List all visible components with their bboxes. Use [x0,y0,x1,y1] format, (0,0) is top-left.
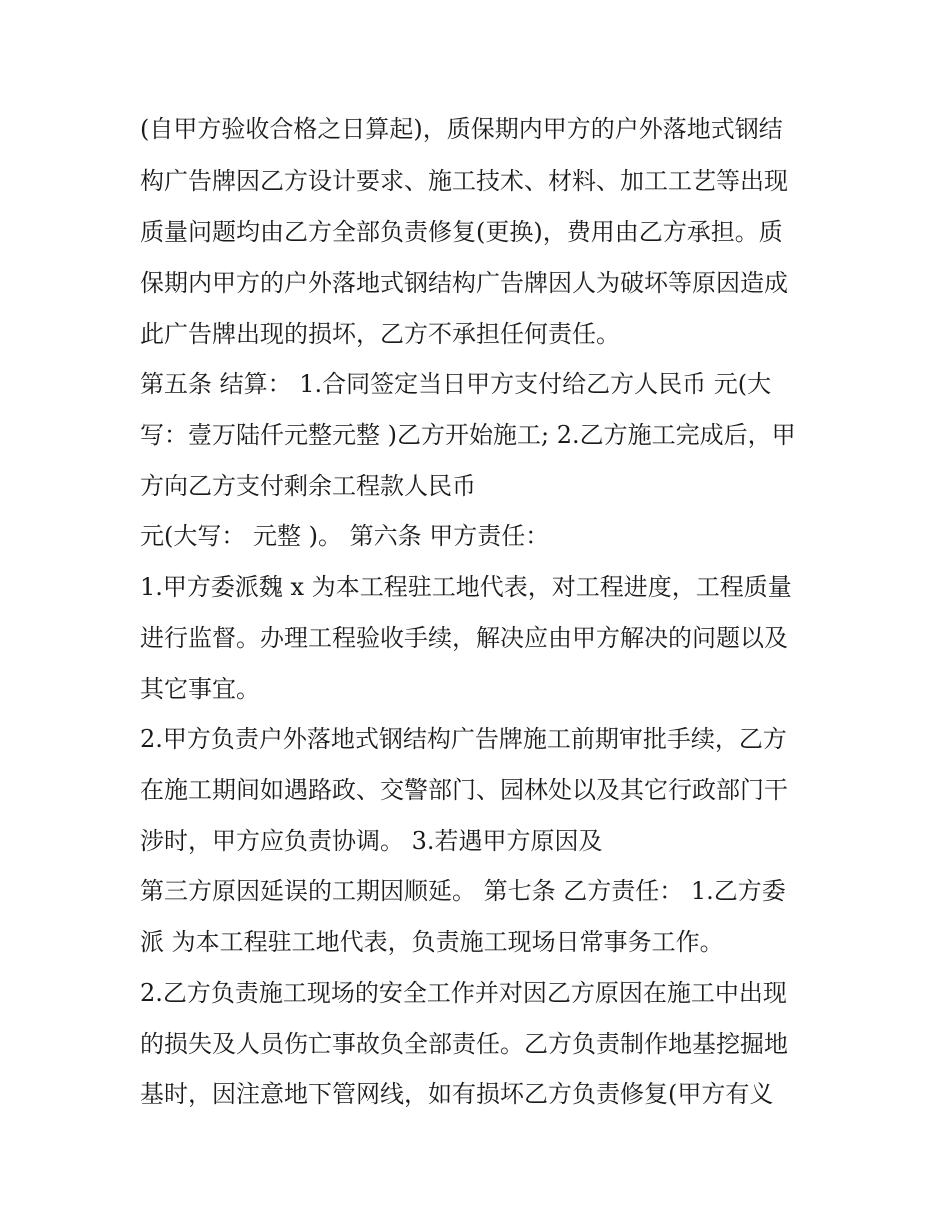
text-line: 此广告牌出现的损坏，乙方不承担任何责任。 [140,320,620,348]
text-line: 2.乙方负责施工现场的安全工作并对因乙方原因在施工中出现 [140,979,787,1007]
text-line: 进行监督。办理工程验收手续，解决应由甲方解决的问题以及 [140,624,788,652]
text-line: 其它事宜。 [140,675,260,703]
text-line: 基时，因注意地下管网线，如有损坏乙方负责修复(甲方有义 [140,1080,774,1108]
text-line: 构广告牌因乙方设计要求、施工技术、材料、加工工艺等出现 [140,167,788,195]
text-line: 第三方原因延误的工期因顺延。 第七条 乙方责任： 1.乙方委 [140,877,786,905]
text-line: 的损失及人员伤亡事故负全部责任。乙方负责制作地基挖掘地 [140,1030,788,1058]
text-line: 在施工期间如遇路政、交警部门、园林处以及其它行政部门干 [140,776,788,804]
text-line: 方向乙方支付剩余工程款人民币 [140,472,476,500]
text-line: 写：壹万陆仟元整元整 )乙方开始施工; 2.乙方施工完成后，甲 [140,421,796,449]
text-line: (自甲方验收合格之日算起)，质保期内甲方的户外落地式钢结 [140,115,783,143]
text-line: 元(大写： 元整 )。 第六条 甲方责任： [140,522,550,550]
text-line: 涉时，甲方应负责协调。 3.若遇甲方原因及 [140,827,603,855]
text-line: 2.甲方负责户外落地式钢结构广告牌施工前期审批手续，乙方 [140,725,787,753]
text-line: 派 为本工程驻工地代表，负责施工现场日常事务工作。 [140,928,724,956]
text-line: 质量问题均由乙方全部负责修复(更换)，费用由乙方承担。质 [140,218,783,246]
text-line: 1.甲方委派魏 x 为本工程驻工地代表，对工程进度，工程质量 [140,573,792,601]
text-line: 保期内甲方的户外落地式钢结构广告牌因人为破坏等原因造成 [140,269,788,297]
text-line: 第五条 结算： 1.合同签定当日甲方支付给乙方人民币 元(大 [140,370,772,398]
